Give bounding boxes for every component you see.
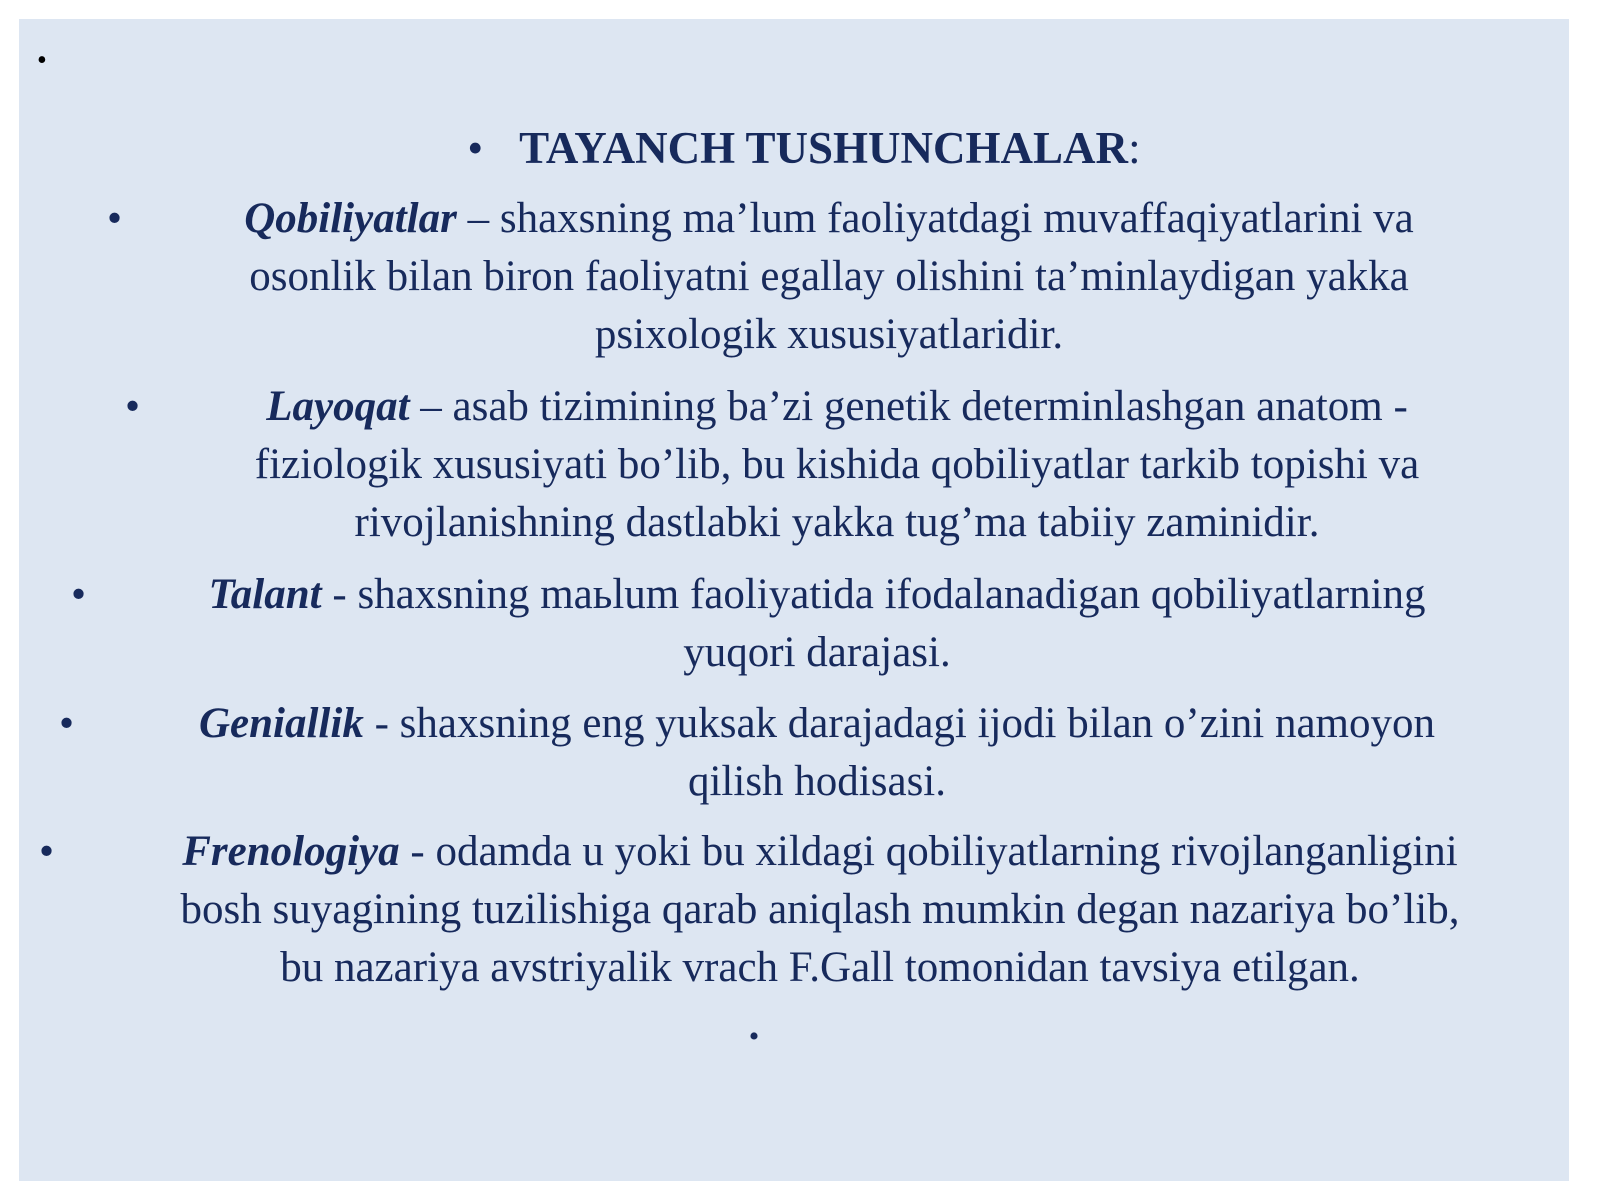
term-qobiliyatlar: Qobiliyatlar xyxy=(244,195,457,242)
definition-text: – shaxsning ma’lum faoliyatdagi muvaffaqiyatlarini va xyxy=(456,195,1414,242)
definition-item-frenologiya xyxy=(39,823,1545,997)
slide-heading xyxy=(19,123,1589,175)
item-line-2: osonlik bilan biron faoliyatni egallay olishini ta’minlaydigan yakka xyxy=(249,253,1409,300)
definition-text: - shaxsning maьlum faoliyatida ifodalanadigan qobiliyatlarning xyxy=(321,571,1426,618)
item-line-2: yuqori darajasi. xyxy=(683,629,951,676)
empty-bullet-top: • xyxy=(37,45,47,76)
item-bullet: • xyxy=(71,571,87,618)
item-line-3: psixologik xususiyatlaridir. xyxy=(594,311,1064,358)
definition-item-layoqat xyxy=(125,378,1507,552)
item-line-1 xyxy=(167,378,1507,436)
term-talant: Talant xyxy=(208,571,322,618)
heading-colon: : xyxy=(1128,123,1141,173)
item-line-1 xyxy=(95,823,1545,881)
definition-item-qobiliyatlar xyxy=(107,190,1499,364)
item-line-1 xyxy=(159,190,1499,248)
item-line-1 xyxy=(127,566,1507,624)
definition-text: - odamda u yoki bu xildagi qobiliyatlarning rivojlanganligini xyxy=(399,828,1458,875)
term-geniallik: Geniallik xyxy=(198,700,364,747)
item-bullet: • xyxy=(107,195,123,242)
item-line-1 xyxy=(117,695,1517,753)
heading-bullet: • xyxy=(467,123,484,173)
definition-item-geniallik xyxy=(59,695,1517,811)
item-line-2: bosh suyagining tuzilishiga qarab aniqlash mumkin degan nazariya bo’lib, xyxy=(180,886,1460,933)
slide xyxy=(19,19,1569,1181)
item-line-3: bu nazariya avstriyalik vrach F.Gall tomonidan tavsiya etilgan. xyxy=(280,944,1360,991)
term-layoqat: Layoqat xyxy=(266,383,410,430)
definition-item-talant xyxy=(71,566,1507,682)
heading-title: TAYANCH TUSHUNCHALAR xyxy=(519,123,1129,173)
definition-text: – asab tizimining ba’zi genetik determinlashgan anatom - xyxy=(409,383,1408,430)
item-line-3: rivojlanishning dastlabki yakka tug’ma tabiiy zaminidir. xyxy=(354,499,1320,546)
item-bullet: • xyxy=(59,700,75,747)
empty-bullet-bottom: • xyxy=(748,1020,760,1053)
item-bullet: • xyxy=(125,383,141,430)
item-line-2: fiziologik xususiyati bo’lib, bu kishida qobiliyatlar tarkib topishi va xyxy=(254,441,1420,488)
item-bullet: • xyxy=(39,828,55,875)
term-frenologiya: Frenologiya xyxy=(182,828,400,875)
definition-text: - shaxsning eng yuksak darajadagi ijodi bilan o’zini namoyon xyxy=(363,700,1436,747)
item-line-2: qilish hodisasi. xyxy=(687,758,947,805)
